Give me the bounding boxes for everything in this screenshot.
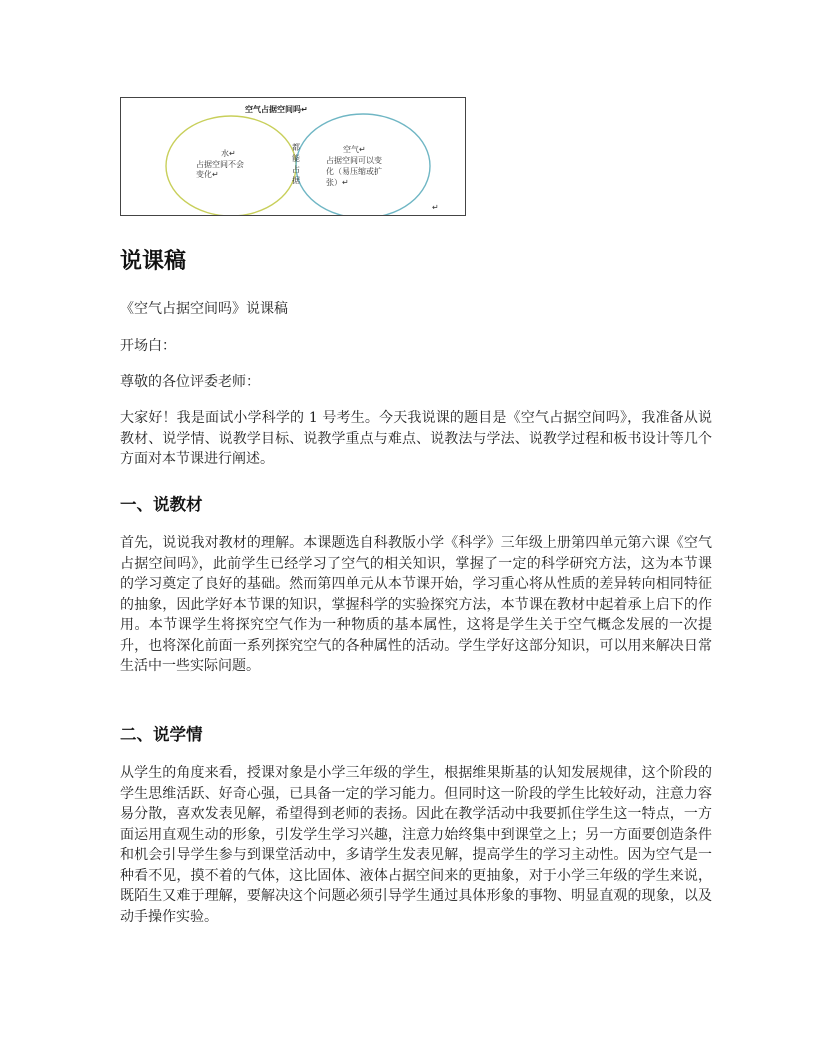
intro-paragraph: 大家好！我是面试小学科学的 1 号考生。今天我说课的题目是《空气占据空间吗》，我准备从说教材、说学情、说教学目标、说教学重点与难点、说教法与学法、说教学过程和板书设计等几个方面对本节课进行阐述。 bbox=[120, 410, 712, 467]
overlap-char-1: 都 bbox=[292, 143, 300, 152]
right-circle-text-line2: 占据空间可以变 bbox=[326, 156, 382, 165]
left-circle-text-line3: 变化↵ bbox=[196, 170, 219, 179]
left-circle-label: 水↵ bbox=[221, 149, 236, 158]
right-circle-label: 空气↵ bbox=[343, 145, 366, 154]
greeting: 尊敬的各位评委老师： bbox=[120, 374, 260, 390]
corner-mark: ↵ bbox=[432, 203, 439, 212]
overlap-char-4: 据 bbox=[292, 176, 300, 185]
right-circle-text-line3: 化（易压缩或扩 bbox=[326, 167, 382, 176]
document-title: 说课稿 bbox=[120, 249, 187, 274]
overlap-char-2: 能 bbox=[292, 154, 300, 163]
venn-diagram-canvas bbox=[121, 98, 465, 215]
overlap-char-3: 占 bbox=[292, 165, 300, 174]
section-heading-materials: 一、说教材 bbox=[120, 495, 203, 514]
diagram-title: 空气占据空间吗↵ bbox=[245, 105, 308, 114]
left-circle-text-line2: 占据空间不会 bbox=[196, 160, 244, 169]
section-body-materials: 首先，说说我对教材的理解。本课题选自科教版小学《科学》三年级上册第四单元第六课《空气占据空间吗》，此前学生已经学习了空气的相关知识，掌握了一定的科学研究方法，这为本节课的学习奠定了良好的基础。然而第四单元从本节课开始，学习重心将从性质的差异转向相同特征的抽象，因此学好本节课的知识，掌握科学的实验探究方法，本节课在教材中起着承上启下的作用。本节课学生将探究空气作为一种物质的基本属性，这将是学生关于空气概念发展的一次提升，也将深化前面一系列探究空气的各种属性的活动。学生学好这部分知识，可以用来解决日常生活中一些实际问题。 bbox=[120, 535, 712, 674]
document-subtitle: 《空气占据空间吗》说课稿 bbox=[120, 301, 288, 317]
venn-diagram bbox=[120, 97, 466, 216]
opening-label: 开场白： bbox=[120, 338, 176, 354]
section-body-students: 从学生的角度来看，授课对象是小学三年级的学生，根据维果斯基的认知发展规律，这个阶段的学生思维活跃、好奇心强，已具备一定的学习能力。但同时这一阶段的学生比较好动，注意力容易分散，喜欢发表见解，希望得到老师的表扬。因此在教学活动中我要抓住学生这一特点，一方面运用直观生动的形象，引发学生学习兴趣，注意力始终集中到课堂之上；另一方面要创造条件和机会引导学生参与到课堂活动中，多请学生发表见解，提高学生的学习主动性。因为空气是一种看不见，摸不着的气体，这比固体、液体占据空间来的更抽象，对于小学三年级的学生来说，既陌生又难于理解，要解决这个问题必须引导学生通过具体形象的事物、明显直观的现象，以及动手操作实验。 bbox=[120, 765, 712, 925]
right-circle-text-line4: 张）↵ bbox=[326, 178, 349, 187]
section-heading-students: 二、说学情 bbox=[120, 725, 203, 744]
